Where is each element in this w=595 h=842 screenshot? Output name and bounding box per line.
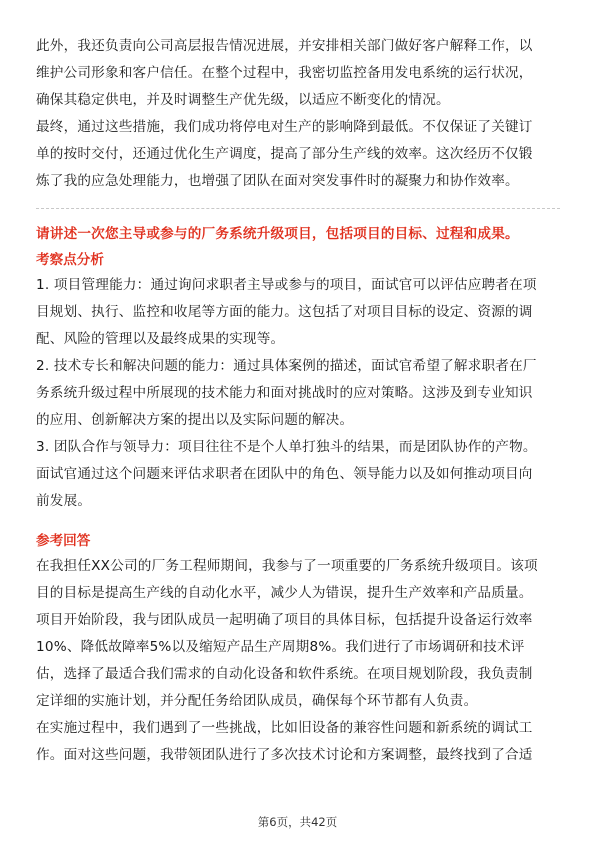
analysis-heading: 考察点分析 [36,252,104,268]
answer-paragraph-3: 在实施过程中，我们遇到了一些挑战，比如旧设备的兼容性问题和新系统的调试工 作。面对这些问题，我带领团队进行了多次技术讨论和方案调整，最终找到了合适 [36,720,533,763]
interview-question: 请讲述一次您主导或参与的厂务系统升级项目，包括项目的目标、过程和成果。 [36,226,519,242]
spacer [36,515,560,527]
analysis-item-3: 3. 团队合作与领导力：项目往往不是个人单打独斗的结果，而是团队协作的产物。 面试官通过这个问题来评估求职者在团队中的角色、领导能力以及如何推动项目向 前发展。 [36,439,537,509]
answer-heading: 参考回答 [36,533,91,549]
answer-paragraph-1: 在我担任XX公司的厂务工程师期间，我参与了一项重要的厂务系统升级项目。该项 目的目标是提高生产线的自动化水平，减少人为错误，提升生产效率和产品质量。 [36,558,538,601]
intro-paragraph-1: 此外，我还负责向公司高层报告情况进展，并安排相关部门做好客户解释工作，以 维护公司形象和客户信任。在整个过程中，我密切监控备用发电系统的运行状况， 确保其稳定供电，并及时调整生产优先级，以适应不断变化的情况。 [36,38,533,108]
answer-paragraph-2: 项目开始阶段，我与团队成员一起明确了项目的具体目标，包括提升设备运行效率 10%、降低故障率5%以及缩短产品生产周期8%。我们进行了市场调研和技术评 估，选择了最适合我们需求的自动化设备和软件系统。在项目规划阶段，我负责制 定详细的实施计划，并分配任务给团队成员，确保每个环节都有人负责。 [36,612,533,709]
section-divider [36,208,560,209]
analysis-item-1: 1. 项目管理能力：通过询问求职者主导或参与的项目，面试官可以评估应聘者在项 目规划、执行、监控和收尾等方面的能力。这包括了对项目目标的设定、资源的调 配、风险的管理以及最终成果的实现等。 [36,277,537,347]
intro-paragraph-2: 最终，通过这些措施，我们成功将停电对生产的影响降到最低。不仅保证了关键订 单的按时交付，还通过优化生产调度，提高了部分生产线的效率。这次经历不仅锻 炼了我的应急处理能力，也增强了团队在面对突发事件时的凝聚力和协作效率。 [36,119,533,189]
page-content [36,33,560,769]
analysis-item-2: 2. 技术专长和解决问题的能力：通过具体案例的描述，面试官希望了解求职者在厂 务系统升级过程中所展现的技术能力和面对挑战时的应对策略。这涉及到专业知识 的应用、创新解决方案的提出以及实际问题的解决。 [36,358,537,428]
page-number: 第6页，共42页 [257,815,338,829]
